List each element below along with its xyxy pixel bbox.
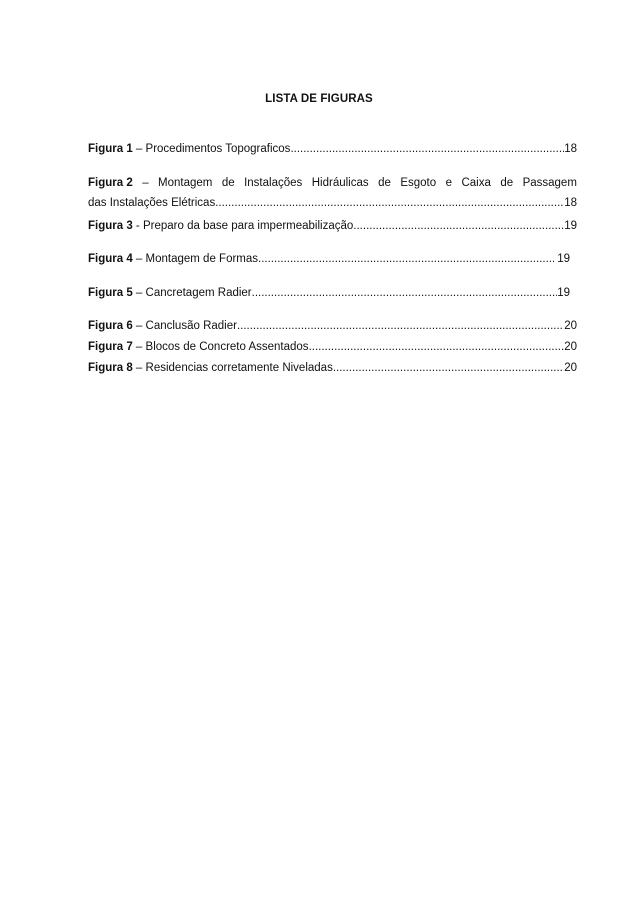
figure-page-number: 19 [554, 253, 570, 265]
figure-separator: – [132, 320, 146, 332]
caption-word: Montagem [158, 177, 213, 189]
figure-caption-line-2: das Instalações Elétricas [88, 197, 216, 209]
caption-word: Esgoto [400, 177, 437, 189]
figure-caption-line-1 [88, 176, 577, 190]
caption-word: Passagem [522, 177, 577, 189]
caption-word: Caixa [461, 177, 491, 189]
figure-entry-7 [88, 340, 577, 354]
figure-separator: - [132, 220, 143, 232]
figure-label: Figura 3 [88, 220, 133, 232]
figure-caption: Blocos de Concreto Assentados [145, 341, 309, 353]
figure-separator: – [132, 341, 146, 353]
leader-dots [333, 361, 564, 375]
figure-entry-4 [88, 252, 570, 266]
figure-entry-8 [88, 361, 577, 375]
figure-page-number: 18 [564, 197, 577, 209]
leader-dots [237, 319, 564, 333]
figure-caption: Montagem de Formas [145, 253, 259, 265]
figure-label: Figura 1 [88, 143, 133, 155]
figure-page-number: 19 [557, 287, 570, 299]
leader-dots [309, 340, 565, 354]
caption-word: de [221, 177, 235, 189]
figure-separator: – [142, 177, 149, 189]
figure-page-number: 19 [564, 220, 577, 232]
figure-entry-3 [88, 219, 577, 233]
figure-label: Figura 4 [88, 253, 133, 265]
figure-label: Figura 2 [88, 177, 133, 189]
caption-word: e [445, 177, 452, 189]
figure-separator: – [132, 253, 146, 265]
leader-dots [252, 286, 558, 300]
figure-label: Figura 8 [88, 362, 133, 374]
figure-separator: – [132, 143, 146, 155]
figure-label: Figura 7 [88, 341, 133, 353]
leader-dots [215, 196, 564, 210]
caption-word: Hidráulicas [311, 177, 369, 189]
page-title: LISTA DE FIGURAS [265, 93, 373, 105]
figure-entry-6 [88, 319, 577, 333]
figure-caption: Preparo da base para impermeabilização [142, 220, 354, 232]
figure-label: Figura 6 [88, 320, 133, 332]
figure-caption: Residencias corretamente Niveladas [145, 362, 333, 374]
figure-entry-2 [88, 176, 577, 210]
leader-dots [290, 142, 564, 156]
leader-dots [353, 219, 564, 233]
figure-label: Figura 5 [88, 287, 133, 299]
caption-word: Instalações [244, 177, 303, 189]
figure-page-number: 20 [564, 341, 577, 353]
figure-separator: – [132, 287, 146, 299]
figure-caption: Procedimentos Topograficos [145, 143, 291, 155]
figure-page-number: 20 [564, 320, 577, 332]
figure-separator: – [132, 362, 146, 374]
figure-page-number: 20 [564, 362, 577, 374]
figure-entry-5 [88, 286, 570, 300]
figure-caption: Cancretagem Radier [145, 287, 252, 299]
figure-page-number: 18 [564, 143, 577, 155]
caption-word: de [500, 177, 514, 189]
leader-dots [258, 252, 554, 266]
caption-word: de [378, 177, 391, 189]
figure-entry-1 [88, 142, 577, 156]
figure-caption: Canclusão Radier [145, 320, 237, 332]
